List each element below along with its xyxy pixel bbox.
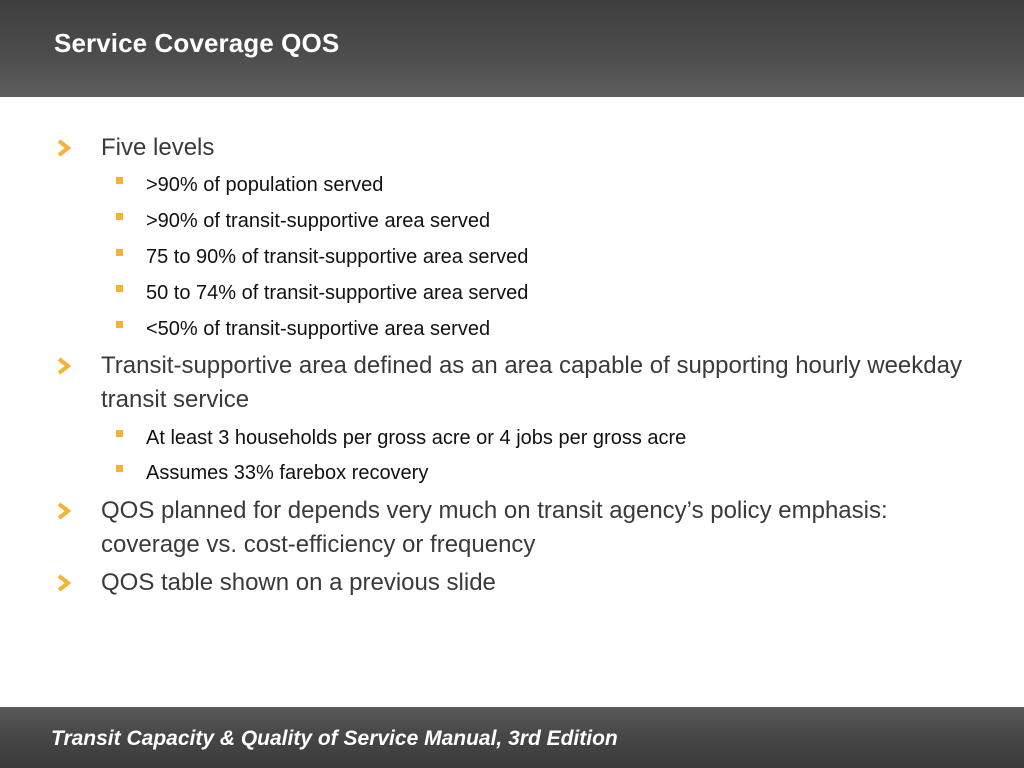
square-bullet-icon bbox=[116, 177, 123, 184]
bullet-level2 bbox=[146, 459, 986, 487]
square-bullet-icon bbox=[116, 430, 123, 437]
bullet-text: <50% of transit-supportive area served bbox=[146, 318, 491, 340]
bullet-level1 bbox=[101, 494, 981, 562]
slide-title: Service Coverage QOS bbox=[54, 28, 340, 58]
bullet-text: QOS planned for depends very much on transit agency’s policy emphasis: coverage vs. cost-efficiency or frequency bbox=[101, 497, 888, 558]
bullet-text: >90% of population served bbox=[146, 174, 384, 196]
bullet-text: 75 to 90% of transit-supportive area served bbox=[146, 246, 529, 268]
bullet-text: Transit-supportive area defined as an area capable of supporting hourly weekday transit service bbox=[101, 352, 962, 413]
chevron-right-icon bbox=[56, 357, 72, 375]
bullet-text: At least 3 households per gross acre or 4 jobs per gross acre bbox=[146, 427, 687, 449]
square-bullet-icon bbox=[116, 285, 123, 292]
bullet-text: Assumes 33% farebox recovery bbox=[146, 462, 429, 484]
bullet-level2 bbox=[146, 279, 986, 307]
bullet-level1 bbox=[101, 349, 981, 417]
square-bullet-icon bbox=[116, 465, 123, 472]
footer-bar bbox=[0, 707, 1024, 768]
bullet-level2 bbox=[146, 171, 986, 199]
square-bullet-icon bbox=[116, 321, 123, 328]
bullet-text: >90% of transit-supportive area served bbox=[146, 210, 491, 232]
square-bullet-icon bbox=[116, 249, 123, 256]
chevron-right-icon bbox=[56, 502, 72, 520]
bullet-level2 bbox=[146, 424, 986, 452]
title-bar bbox=[0, 0, 1024, 97]
square-bullet-icon bbox=[116, 213, 123, 220]
bullet-level1 bbox=[101, 131, 981, 165]
bullet-level2 bbox=[146, 315, 986, 343]
bullet-text: QOS table shown on a previous slide bbox=[101, 569, 496, 596]
chevron-right-icon bbox=[56, 139, 72, 157]
bullet-text: Five levels bbox=[101, 134, 215, 161]
bullet-level1 bbox=[101, 566, 981, 600]
footer-title: Transit Capacity & Quality of Service Manual, 3rd Edition bbox=[51, 727, 618, 750]
chevron-right-icon bbox=[56, 574, 72, 592]
bullet-text: 50 to 74% of transit-supportive area served bbox=[146, 282, 529, 304]
bullet-level2 bbox=[146, 243, 986, 271]
bullet-level2 bbox=[146, 207, 986, 235]
